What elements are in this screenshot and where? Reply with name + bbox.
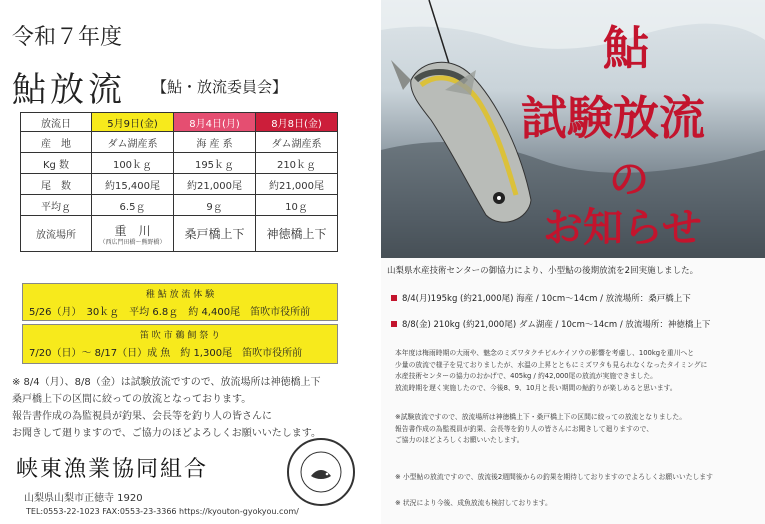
table-cell: 約21,000尾 bbox=[174, 174, 256, 195]
table-header-row bbox=[21, 113, 338, 132]
table-row bbox=[21, 132, 338, 153]
year-heading: 令和７年度 bbox=[12, 25, 123, 50]
table-header-cell: 放流日 bbox=[21, 113, 92, 132]
footnote: ※ 小型鮎の放流ですので、放流後2週間後からの釣果を期待しておりますのでよろしくお願いいたします bbox=[395, 473, 713, 481]
note-line: 桑戸橋上下の区間に絞っての放流となっております。 bbox=[12, 394, 252, 405]
event-title: 笛 吹 市 鵜 飼 祭 り bbox=[139, 331, 221, 341]
table-header-cell: 5月9日(金) bbox=[92, 113, 174, 132]
notes-block bbox=[12, 374, 362, 442]
paragraph-line: ※試験放流ですので、放流場所は神徳橋上下・桑戸橋上下の区間に絞っての放流となりました。 bbox=[395, 413, 687, 421]
paragraph-line: 少量の放流で様子を見ておりましたが、水温の上昇とともにミズワタも見られなくなったタイミングに bbox=[395, 360, 708, 369]
row-label: Kg 数 bbox=[21, 153, 92, 174]
table-row bbox=[21, 153, 338, 174]
table-row bbox=[21, 195, 338, 216]
table-cell: 100ｋｇ bbox=[92, 153, 174, 174]
row-label: 放流場所 bbox=[21, 216, 92, 252]
intro-text: 山梨県水産技術センターの御協力により、小型鮎の後期放流を2回実施しました。 bbox=[387, 266, 699, 276]
cooperative-name: 峡東漁業協同組合 bbox=[16, 457, 209, 482]
release-row bbox=[391, 292, 691, 304]
table-cell: 195ｋｇ bbox=[174, 153, 256, 174]
paragraph-line: 報告書作成の為監視員が釣果、会長等を釣り人の皆さんにお聞きして廻りますので、 bbox=[395, 424, 654, 433]
note-line: ※ 8/4（月）、8/8（金）は試験放流ですので、放流場所は神徳橋上下 bbox=[12, 377, 321, 388]
paragraph-line: 本年度は梅雨時期の大雨や、魅念のミズワタクチビルケイソウの影響を考慮し、100kgを重川へと bbox=[395, 349, 695, 357]
footnote: ※ 状況により今後、成魚放流も検討しております。 bbox=[395, 499, 552, 507]
row-label: 産 地 bbox=[21, 132, 92, 153]
note-line: お聞きして廻りますので、ご協力のほどよろしくお願いいたします。 bbox=[12, 428, 321, 439]
table-cell: 神徳橋上下 bbox=[256, 216, 338, 252]
table-row bbox=[21, 174, 338, 195]
table-cell: ダム湖産系 bbox=[256, 132, 338, 153]
table-cell: 約21,000尾 bbox=[256, 174, 338, 195]
location-name: 重 川 bbox=[114, 223, 151, 238]
title-no: の bbox=[609, 157, 649, 203]
release-row bbox=[391, 318, 710, 330]
bullet-icon bbox=[391, 295, 397, 301]
right-flyer bbox=[381, 0, 765, 524]
table-cell: 210ｋｇ bbox=[256, 153, 338, 174]
table-cell: 海 産 系 bbox=[174, 132, 256, 153]
release-detail: 8/4(月)195kg (約21,000尾) 海産 / 10cm～14cm / 放流場所：桑戸橋上下 bbox=[402, 294, 691, 304]
release-schedule-table bbox=[20, 112, 338, 252]
ayu-fish-photo bbox=[381, 0, 765, 258]
left-flyer bbox=[0, 0, 376, 524]
table-cell: 桑戸橋上下 bbox=[174, 216, 256, 252]
title-test-release: 試験放流 bbox=[521, 91, 705, 145]
location-sub: （西広門田橋～熊野橋） bbox=[99, 238, 166, 246]
paragraph-line: 放流時期を遅く実施したので、今後8、9、10月と長い期間の鮎釣りが楽しめると思います。 bbox=[395, 383, 677, 392]
committee-label: 【鮎・放流委員会】 bbox=[152, 78, 288, 96]
table-cell: 9ｇ bbox=[174, 195, 256, 216]
row-label: 尾 数 bbox=[21, 174, 92, 195]
event-box-cormorant-festival bbox=[22, 324, 338, 364]
explanation-paragraph bbox=[395, 348, 745, 394]
address: 山梨県山梨市正徳寺 1920 bbox=[24, 493, 143, 504]
title-notice: お知らせ bbox=[543, 205, 702, 251]
note-line: 報告書作成の為監視員が釣果、会長等を釣り人の皆さんに bbox=[12, 411, 272, 422]
table-row bbox=[21, 216, 338, 252]
contact-info: TEL:0553-22-1023 FAX:0553-23-3366 https://kyouton-gyokyou.com/ bbox=[26, 507, 299, 516]
table-cell: 10ｇ bbox=[256, 195, 338, 216]
event-title: 稚 鮎 放 流 体 験 bbox=[145, 290, 215, 300]
table-header-cell: 8月4日(月) bbox=[174, 113, 256, 132]
event-box-release-experience bbox=[22, 283, 338, 321]
bullet-icon bbox=[391, 321, 397, 327]
notice-paragraph bbox=[395, 412, 745, 447]
table-cell bbox=[92, 216, 174, 252]
table-cell: ダム湖産系 bbox=[92, 132, 174, 153]
paragraph-line: 水産技術センターの協力のおかげで、405kg / 約42,000尾の放流が実施できました。 bbox=[395, 372, 657, 380]
cooperative-seal-logo bbox=[287, 438, 355, 506]
release-detail: 8/8(金) 210kg (約21,000尾) ダム湖産 / 10cm～14cm / 放流場所：神徳橋上下 bbox=[402, 320, 711, 330]
event-details: 7/20（日）～ 8/17（日）成 魚 約 1,300尾 笛吹市役所前 bbox=[29, 348, 303, 359]
table-cell: 6.5ｇ bbox=[92, 195, 174, 216]
main-title: 鮎放流 bbox=[12, 70, 126, 110]
paragraph-line: ご協力のほどよろしくお願いいたします。 bbox=[395, 436, 524, 444]
seal-ring-icon bbox=[289, 440, 353, 504]
table-cell: 約15,400尾 bbox=[92, 174, 174, 195]
row-label: 平均ｇ bbox=[21, 195, 92, 216]
title-ayu: 鮎 bbox=[603, 21, 649, 75]
event-details: 5/26（月） 30ｋｇ 平均 6.8ｇ 約 4,400尾 笛吹市役所前 bbox=[29, 307, 311, 318]
table-header-cell: 8月8日(金) bbox=[256, 113, 338, 132]
